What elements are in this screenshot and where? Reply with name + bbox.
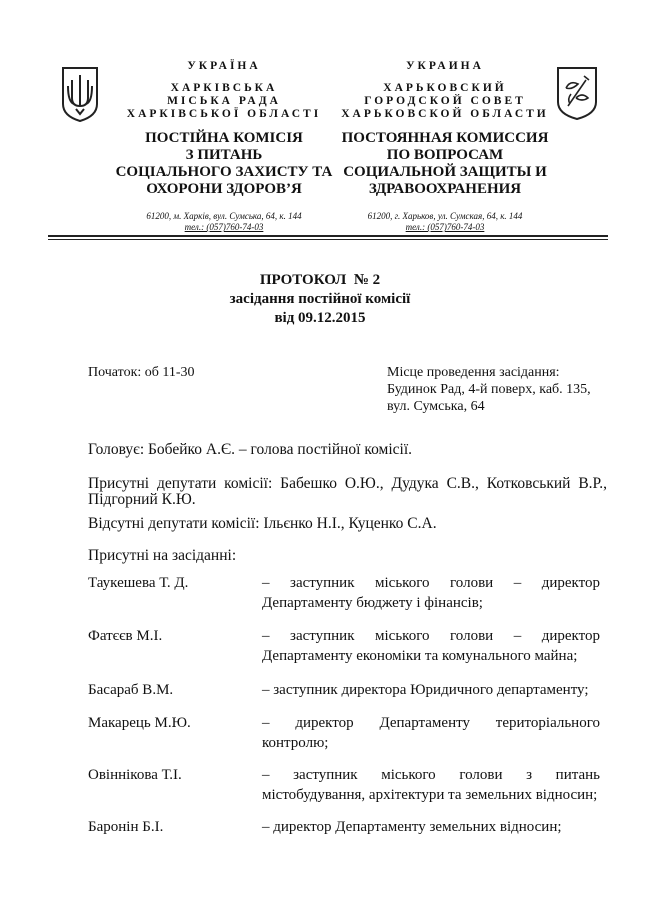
meeting-place-line-3: вул. Сумська, 64 [387,399,485,414]
header-ua-country: УКРАЇНА [187,60,261,72]
header-ru-country: УКРАИНА [406,60,484,72]
kharkiv-city-coat-of-arms-icon [556,66,598,120]
header-ua [110,60,338,233]
attendee-name: Фатєєв М.І. [88,628,163,644]
header-divider-thin [48,239,608,240]
header-ru-commission-1: ПОСТОЯННАЯ КОМИССИЯ [341,130,549,146]
header-ru-council-1: ХАРЬКОВСКИЙ [383,82,507,94]
attendee-position: – директор Департаменту територіального контролю; [262,715,600,751]
header-ru-commission-3: СОЦИАЛЬНОЙ ЗАЩИТЫ И [343,164,547,180]
attendee-name: Таукешева Т. Д. [88,575,189,591]
protocol-date: від 09.12.2015 [274,310,366,326]
meeting-place-line-1: Місце проведення засідання: [387,365,560,380]
header-ru-phone: тел.: (057)760-74-03 [405,222,485,232]
trident-coat-of-arms-icon [60,66,100,122]
header-ru-commission-2: ПО ВОПРОСАМ [386,147,504,163]
absent-deputies-line: Відсутні депутати комісії: Ільєнко Н.І., Куценко С.А. [88,515,437,532]
present-deputies-line-1: Присутні депутати комісії: Бабешко О.Ю., Дудука С.В., Котковський В.Р., [88,475,607,492]
attendee-position: – заступник директора Юридичного департаменту; [262,682,589,698]
attendees-heading: Присутні на засіданні: [88,547,237,564]
header-ua-address: 61200, м. Харків, вул. Сумська, 64, к. 144 [146,211,302,221]
header-ru-council-3: ХАРЬКОВСКОЙ ОБЛАСТИ [341,108,549,120]
attendee-name: Овіннікова Т.І. [88,767,182,783]
header-ru-council-2: ГОРОДСКОЙ СОВЕТ [364,95,526,107]
attendee-name: Басараб В.М. [88,682,174,698]
header-ru-commission-4: ЗДРАВООХРАНЕНИЯ [368,181,522,197]
header-ua-council-2: МІСЬКА РАДА [167,95,281,107]
header-ua-council-1: ХАРКІВСЬКА [170,82,278,94]
attendee-position: – заступник міського голови з питань містобудування, архітектури та земельних відносин; [262,767,600,803]
header-ua-phone: тел.: (057)760-74-03 [184,222,264,232]
present-deputies-line-2: Підгорний К.Ю. [88,491,196,508]
protocol-title: ПРОТОКОЛ № 2 [259,272,381,288]
protocol-heading [40,271,600,328]
meeting-place [387,364,617,415]
attendee-position: – директор Департаменту земельних відносин; [262,819,562,835]
meeting-place-line-2: Будинок Рад, 4-й поверх, каб. 135, [387,382,591,397]
header-ua-commission-4: ОХОРОНИ ЗДОРОВ’Я [146,181,302,197]
header-ru [332,60,558,233]
header-ua-commission-1: ПОСТІЙНА КОМІСІЯ [145,130,303,146]
chair-line: Головує: Бобейко А.Є. – голова постійної комісії. [88,441,413,458]
header-divider-thick [48,235,608,237]
meeting-start: Початок: об 11-30 [88,365,195,380]
attendee-name: Баронін Б.І. [88,819,164,835]
attendee-name: Макарець М.Ю. [88,715,191,731]
protocol-subtitle: засідання постійної комісії [229,291,411,307]
header-ua-commission-2: З ПИТАНЬ [185,147,263,163]
header-ru-address: 61200, г. Харьков, ул. Сумская, 64, к. 144 [367,211,523,221]
attendee-position: – заступник міського голови – директор Департаменту економіки та комунального майна; [262,628,600,664]
header-ua-commission-3: СОЦІАЛЬНОГО ЗАХИСТУ ТА [115,164,333,180]
attendee-position: – заступник міського голови – директор Департаменту бюджету і фінансів; [262,575,600,611]
header-ua-council-3: ХАРКІВСЬКОЇ ОБЛАСТІ [126,108,322,120]
